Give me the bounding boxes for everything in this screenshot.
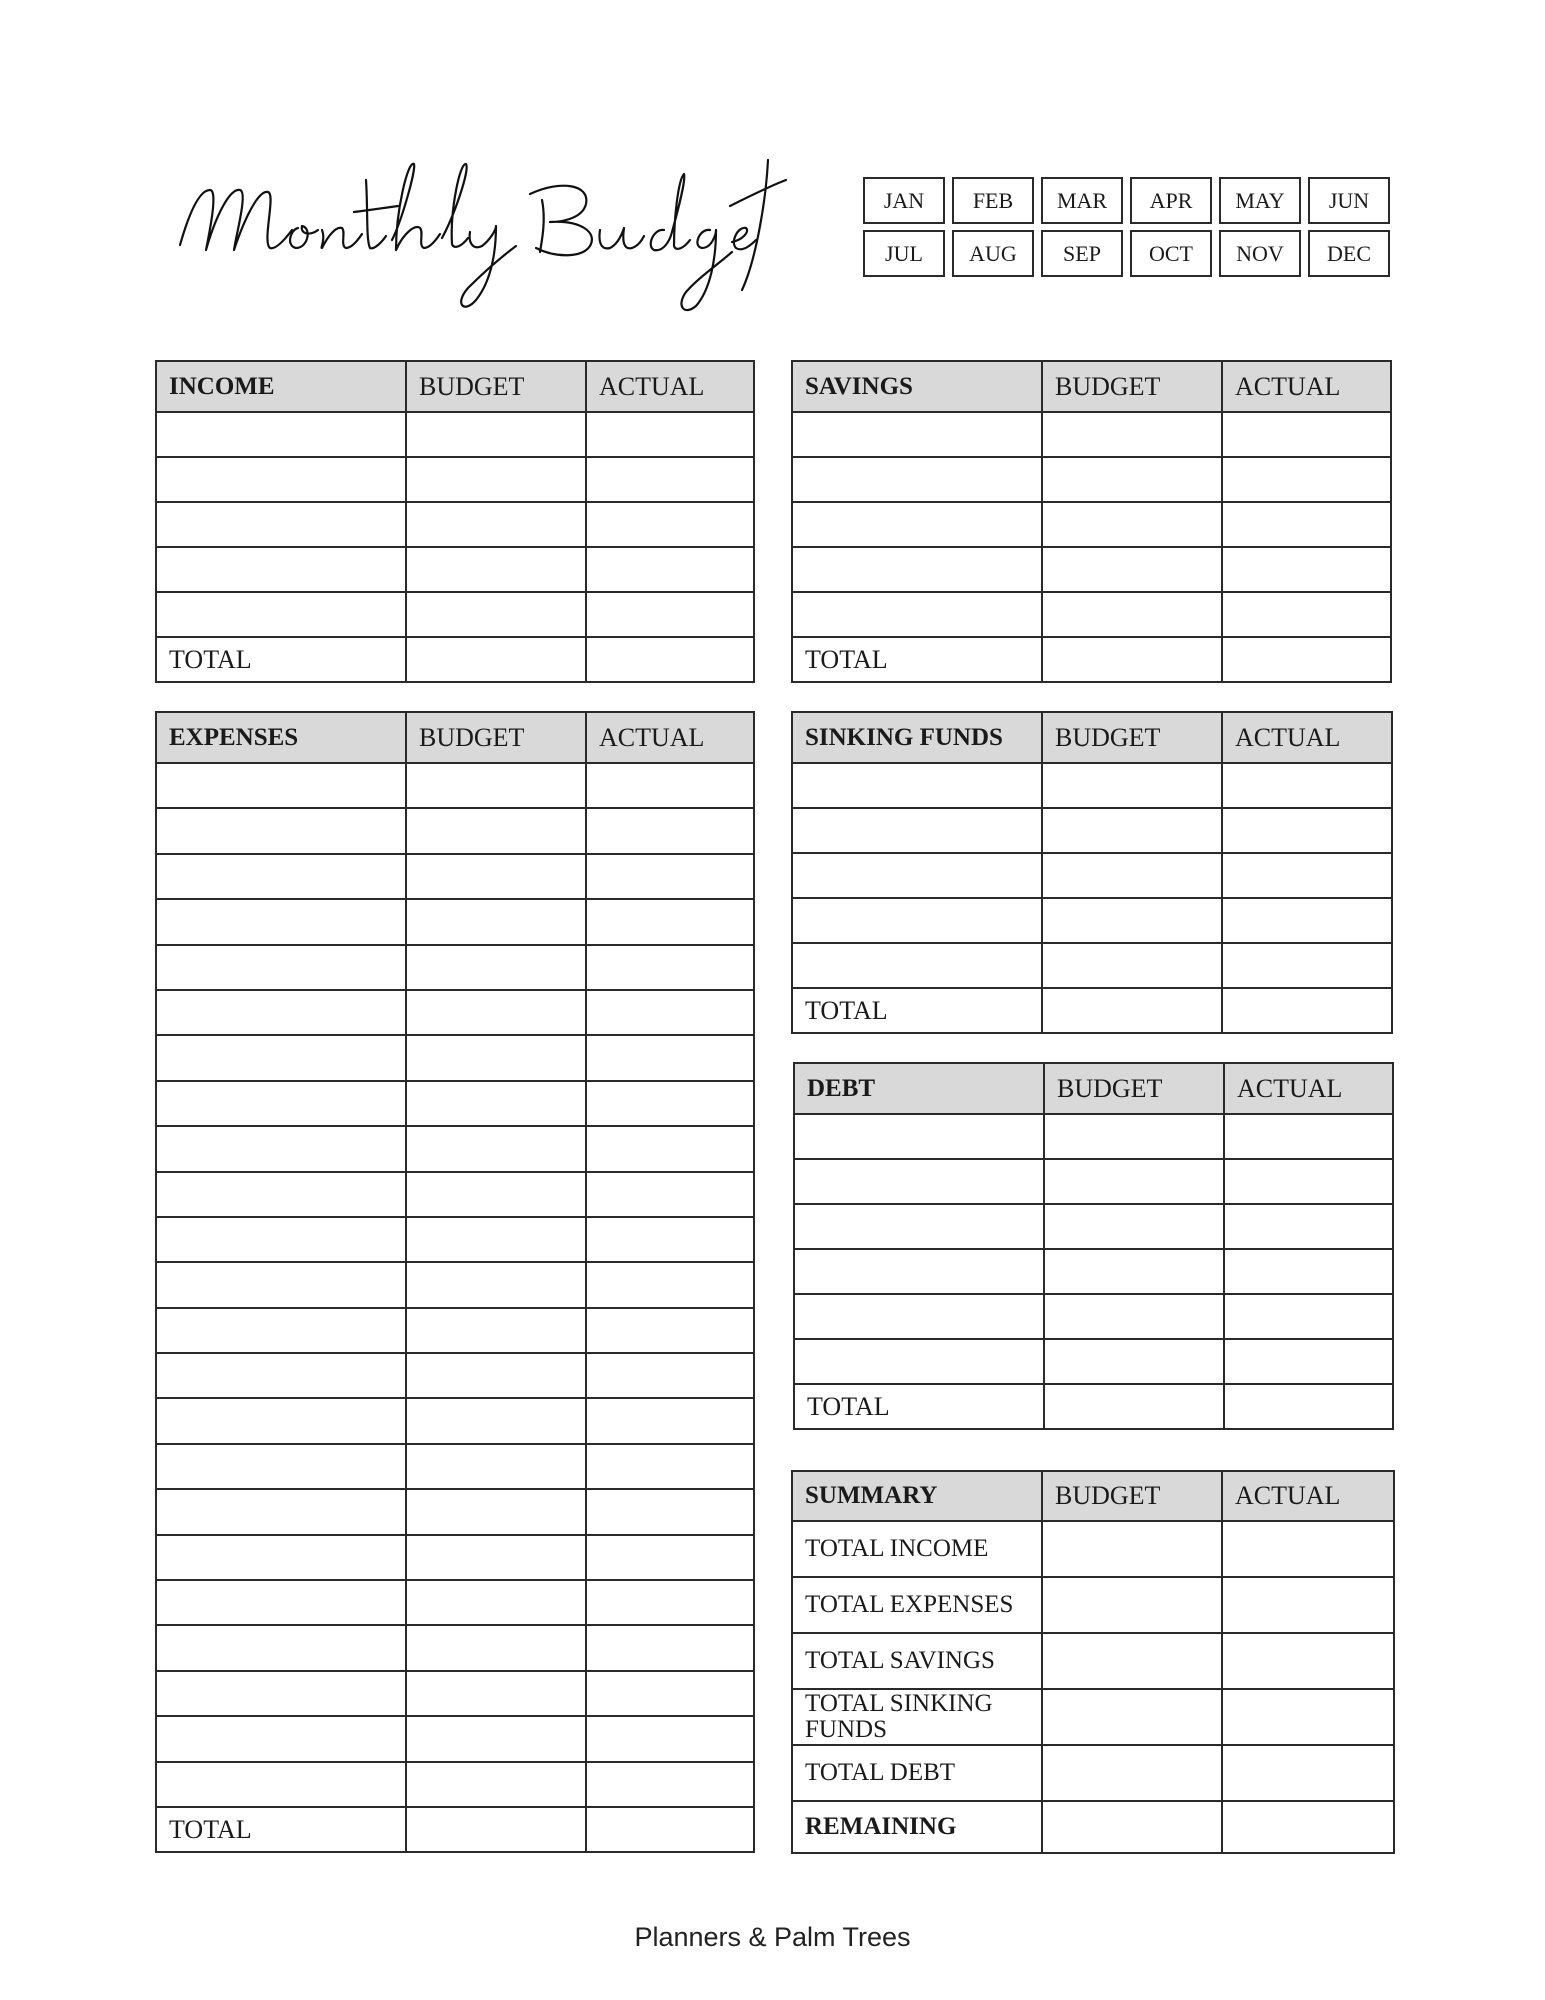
expenses-actual-cell[interactable] bbox=[586, 1353, 754, 1398]
debt-budget-cell[interactable] bbox=[1044, 1339, 1224, 1384]
summary-row-label: TOTAL SAVINGS bbox=[792, 1633, 1042, 1689]
expenses-budget-cell[interactable] bbox=[406, 1217, 586, 1262]
month-oct[interactable]: OCT bbox=[1130, 230, 1212, 277]
sinking-funds-actual-cell[interactable] bbox=[1222, 808, 1392, 853]
savings-item-cell[interactable] bbox=[792, 502, 1042, 547]
savings-budget-cell[interactable] bbox=[1042, 592, 1222, 637]
income-item-cell[interactable] bbox=[156, 457, 406, 502]
expenses-budget-cell[interactable] bbox=[406, 990, 586, 1035]
expenses-row bbox=[156, 1398, 754, 1443]
savings-actual-cell[interactable] bbox=[1222, 412, 1391, 457]
month-apr[interactable]: APR bbox=[1130, 177, 1212, 224]
income-actual-cell[interactable] bbox=[586, 457, 754, 502]
expenses-row bbox=[156, 1172, 754, 1217]
summary-actual-cell[interactable] bbox=[1222, 1577, 1394, 1633]
expenses-item-cell[interactable] bbox=[156, 1126, 406, 1171]
sinking-funds-item-cell[interactable] bbox=[792, 763, 1042, 808]
expenses-row bbox=[156, 1716, 754, 1761]
savings-budget-cell[interactable] bbox=[1042, 547, 1222, 592]
expenses-actual-cell[interactable] bbox=[586, 1217, 754, 1262]
expenses-actual-cell[interactable] bbox=[586, 763, 754, 808]
expenses-row bbox=[156, 763, 754, 808]
expenses-row bbox=[156, 945, 754, 990]
expenses-item-cell[interactable] bbox=[156, 1580, 406, 1625]
summary-actual-cell[interactable] bbox=[1222, 1689, 1394, 1745]
expenses-budget-cell[interactable] bbox=[406, 1671, 586, 1716]
sinking-funds-table bbox=[791, 711, 1393, 1034]
sinking-funds-budget-cell[interactable] bbox=[1042, 853, 1222, 898]
debt-row bbox=[794, 1159, 1393, 1204]
income-actual-cell[interactable] bbox=[586, 502, 754, 547]
sinking-funds-budget-cell[interactable] bbox=[1042, 943, 1222, 988]
expenses-item-cell[interactable] bbox=[156, 1035, 406, 1080]
income-actual-cell[interactable] bbox=[586, 547, 754, 592]
month-feb[interactable]: FEB bbox=[952, 177, 1034, 224]
income-row bbox=[156, 412, 754, 457]
month-sep[interactable]: SEP bbox=[1041, 230, 1123, 277]
expenses-item-cell[interactable] bbox=[156, 990, 406, 1035]
savings-row bbox=[792, 547, 1391, 592]
expenses-item-cell[interactable] bbox=[156, 1762, 406, 1807]
expenses-row bbox=[156, 1308, 754, 1353]
sinking-funds-total-label: TOTAL bbox=[792, 988, 1042, 1033]
expenses-total-actual-cell[interactable] bbox=[586, 1807, 754, 1852]
summary-row-label: TOTAL DEBT bbox=[792, 1745, 1042, 1801]
summary-actual-cell[interactable] bbox=[1222, 1521, 1394, 1577]
summary-actual-cell[interactable] bbox=[1222, 1633, 1394, 1689]
actual-column-header: ACTUAL bbox=[1222, 712, 1392, 763]
budget-column-header: BUDGET bbox=[1042, 1471, 1222, 1521]
income-budget-cell[interactable] bbox=[406, 592, 586, 637]
income-actual-cell[interactable] bbox=[586, 412, 754, 457]
debt-item-cell[interactable] bbox=[794, 1114, 1044, 1159]
expenses-row bbox=[156, 1444, 754, 1489]
expenses-actual-cell[interactable] bbox=[586, 1444, 754, 1489]
debt-budget-cell[interactable] bbox=[1044, 1204, 1224, 1249]
actual-column-header: ACTUAL bbox=[586, 361, 754, 412]
debt-row bbox=[794, 1114, 1393, 1159]
summary-row-label: TOTAL INCOME bbox=[792, 1521, 1042, 1577]
expenses-budget-cell[interactable] bbox=[406, 1489, 586, 1534]
expenses-row bbox=[156, 1081, 754, 1126]
expenses-item-cell[interactable] bbox=[156, 808, 406, 853]
savings-table bbox=[791, 360, 1392, 683]
income-row bbox=[156, 457, 754, 502]
debt-actual-cell[interactable] bbox=[1224, 1339, 1393, 1384]
debt-item-cell[interactable] bbox=[794, 1294, 1044, 1339]
income-total-budget-cell[interactable] bbox=[406, 637, 586, 682]
expenses-row bbox=[156, 854, 754, 899]
expenses-actual-cell[interactable] bbox=[586, 1081, 754, 1126]
month-jun[interactable]: JUN bbox=[1308, 177, 1390, 224]
savings-row bbox=[792, 592, 1391, 637]
remaining-label: REMAINING bbox=[792, 1801, 1042, 1853]
budget-column-header: BUDGET bbox=[406, 361, 586, 412]
actual-column-header: ACTUAL bbox=[1222, 361, 1391, 412]
summary-table bbox=[791, 1470, 1395, 1854]
expenses-row bbox=[156, 1353, 754, 1398]
budget-column-header: BUDGET bbox=[1042, 712, 1222, 763]
month-jul[interactable]: JUL bbox=[863, 230, 945, 277]
income-item-cell[interactable] bbox=[156, 547, 406, 592]
sinking-funds-item-cell[interactable] bbox=[792, 943, 1042, 988]
expenses-item-cell[interactable] bbox=[156, 1217, 406, 1262]
summary-budget-cell[interactable] bbox=[1042, 1745, 1222, 1801]
summary-budget-cell[interactable] bbox=[1042, 1689, 1222, 1745]
expenses-actual-cell[interactable] bbox=[586, 899, 754, 944]
income-budget-cell[interactable] bbox=[406, 547, 586, 592]
sinking-funds-total-row bbox=[792, 988, 1392, 1033]
actual-column-header: ACTUAL bbox=[1224, 1063, 1393, 1114]
expenses-item-cell[interactable] bbox=[156, 1353, 406, 1398]
savings-total-label: TOTAL bbox=[792, 637, 1042, 682]
expenses-item-cell[interactable] bbox=[156, 1625, 406, 1670]
debt-actual-cell[interactable] bbox=[1224, 1249, 1393, 1294]
expenses-actual-cell[interactable] bbox=[586, 1671, 754, 1716]
sinking-funds-budget-cell[interactable] bbox=[1042, 808, 1222, 853]
title-text bbox=[170, 170, 982, 282]
expenses-heading: EXPENSES bbox=[156, 712, 406, 763]
debt-total-budget-cell[interactable] bbox=[1044, 1384, 1224, 1429]
income-budget-cell[interactable] bbox=[406, 412, 586, 457]
expenses-actual-cell[interactable] bbox=[586, 1398, 754, 1443]
summary-heading: SUMMARY bbox=[792, 1471, 1042, 1521]
savings-row bbox=[792, 502, 1391, 547]
debt-item-cell[interactable] bbox=[794, 1249, 1044, 1294]
savings-budget-cell[interactable] bbox=[1042, 457, 1222, 502]
expenses-row bbox=[156, 1671, 754, 1716]
savings-budget-cell[interactable] bbox=[1042, 502, 1222, 547]
expenses-actual-cell[interactable] bbox=[586, 1535, 754, 1580]
debt-table bbox=[793, 1062, 1394, 1430]
expenses-item-cell[interactable] bbox=[156, 1398, 406, 1443]
debt-actual-cell[interactable] bbox=[1224, 1159, 1393, 1204]
debt-budget-cell[interactable] bbox=[1044, 1159, 1224, 1204]
budget-column-header: BUDGET bbox=[1042, 361, 1222, 412]
expenses-actual-cell[interactable] bbox=[586, 1172, 754, 1217]
summary-actual-cell[interactable] bbox=[1222, 1745, 1394, 1801]
sinking-funds-item-cell[interactable] bbox=[792, 898, 1042, 943]
sinking-funds-row bbox=[792, 898, 1392, 943]
expenses-budget-cell[interactable] bbox=[406, 1535, 586, 1580]
income-row bbox=[156, 592, 754, 637]
expenses-item-cell[interactable] bbox=[156, 1716, 406, 1761]
month-mar[interactable]: MAR bbox=[1041, 177, 1123, 224]
expenses-budget-cell[interactable] bbox=[406, 1353, 586, 1398]
expenses-item-cell[interactable] bbox=[156, 1489, 406, 1534]
savings-total-actual-cell[interactable] bbox=[1222, 637, 1391, 682]
expenses-budget-cell[interactable] bbox=[406, 1262, 586, 1307]
savings-total-row bbox=[792, 637, 1391, 682]
savings-actual-cell[interactable] bbox=[1222, 457, 1391, 502]
expenses-row bbox=[156, 899, 754, 944]
summary-row-label: TOTAL EXPENSES bbox=[792, 1577, 1042, 1633]
income-heading: INCOME bbox=[156, 361, 406, 412]
budget-column-header: BUDGET bbox=[1044, 1063, 1224, 1114]
sinking-funds-budget-cell[interactable] bbox=[1042, 763, 1222, 808]
month-selector bbox=[863, 177, 1393, 277]
expenses-total-row bbox=[156, 1807, 754, 1852]
actual-column-header: ACTUAL bbox=[1222, 1471, 1394, 1521]
month-aug[interactable]: AUG bbox=[952, 230, 1034, 277]
savings-actual-cell[interactable] bbox=[1222, 592, 1391, 637]
debt-actual-cell[interactable] bbox=[1224, 1114, 1393, 1159]
expenses-row bbox=[156, 1580, 754, 1625]
income-budget-cell[interactable] bbox=[406, 502, 586, 547]
expenses-row bbox=[156, 1762, 754, 1807]
month-jan[interactable]: JAN bbox=[863, 177, 945, 224]
expenses-actual-cell[interactable] bbox=[586, 1126, 754, 1171]
month-may[interactable]: MAY bbox=[1219, 177, 1301, 224]
expenses-budget-cell[interactable] bbox=[406, 1035, 586, 1080]
expenses-table bbox=[155, 711, 755, 1853]
expenses-budget-cell[interactable] bbox=[406, 1625, 586, 1670]
expenses-actual-cell[interactable] bbox=[586, 1035, 754, 1080]
sinking-funds-actual-cell[interactable] bbox=[1222, 943, 1392, 988]
sinking-funds-actual-cell[interactable] bbox=[1222, 853, 1392, 898]
expenses-item-cell[interactable] bbox=[156, 854, 406, 899]
savings-actual-cell[interactable] bbox=[1222, 547, 1391, 592]
expenses-budget-cell[interactable] bbox=[406, 1126, 586, 1171]
income-item-cell[interactable] bbox=[156, 502, 406, 547]
expenses-row bbox=[156, 1625, 754, 1670]
expenses-item-cell[interactable] bbox=[156, 1535, 406, 1580]
income-item-cell[interactable] bbox=[156, 592, 406, 637]
savings-row bbox=[792, 412, 1391, 457]
sinking-funds-item-cell[interactable] bbox=[792, 808, 1042, 853]
expenses-row bbox=[156, 1535, 754, 1580]
income-row bbox=[156, 547, 754, 592]
savings-item-cell[interactable] bbox=[792, 547, 1042, 592]
expenses-budget-cell[interactable] bbox=[406, 1444, 586, 1489]
debt-row bbox=[794, 1249, 1393, 1294]
income-table bbox=[155, 360, 755, 683]
income-budget-cell[interactable] bbox=[406, 457, 586, 502]
summary-budget-cell[interactable] bbox=[1042, 1633, 1222, 1689]
expenses-row bbox=[156, 1035, 754, 1080]
page-title bbox=[170, 150, 790, 320]
expenses-budget-cell[interactable] bbox=[406, 808, 586, 853]
debt-total-row bbox=[794, 1384, 1393, 1429]
expenses-item-cell[interactable] bbox=[156, 1444, 406, 1489]
expenses-actual-cell[interactable] bbox=[586, 1489, 754, 1534]
expenses-budget-cell[interactable] bbox=[406, 1716, 586, 1761]
expenses-actual-cell[interactable] bbox=[586, 1625, 754, 1670]
expenses-budget-cell[interactable] bbox=[406, 1081, 586, 1126]
expenses-actual-cell[interactable] bbox=[586, 990, 754, 1035]
sinking-funds-row bbox=[792, 763, 1392, 808]
savings-actual-cell[interactable] bbox=[1222, 502, 1391, 547]
footer-brand: Planners & Palm Trees bbox=[634, 1922, 911, 1952]
expenses-budget-cell[interactable] bbox=[406, 1308, 586, 1353]
debt-budget-cell[interactable] bbox=[1044, 1294, 1224, 1339]
savings-item-cell[interactable] bbox=[792, 592, 1042, 637]
sinking-funds-row bbox=[792, 853, 1392, 898]
expenses-item-cell[interactable] bbox=[156, 1671, 406, 1716]
sinking-funds-actual-cell[interactable] bbox=[1222, 763, 1392, 808]
expenses-actual-cell[interactable] bbox=[586, 1262, 754, 1307]
budget-column-header: BUDGET bbox=[406, 712, 586, 763]
expenses-budget-cell[interactable] bbox=[406, 1580, 586, 1625]
debt-budget-cell[interactable] bbox=[1044, 1249, 1224, 1294]
summary-row-label: TOTAL SINKING FUNDS bbox=[792, 1689, 1042, 1745]
debt-total-actual-cell[interactable] bbox=[1224, 1384, 1393, 1429]
expenses-budget-cell[interactable] bbox=[406, 1398, 586, 1443]
debt-row bbox=[794, 1294, 1393, 1339]
debt-heading: DEBT bbox=[794, 1063, 1044, 1114]
sinking-funds-budget-cell[interactable] bbox=[1042, 898, 1222, 943]
expenses-actual-cell[interactable] bbox=[586, 1580, 754, 1625]
sinking-funds-heading: SINKING FUNDS bbox=[792, 712, 1042, 763]
expenses-actual-cell[interactable] bbox=[586, 808, 754, 853]
income-total-actual-cell[interactable] bbox=[586, 637, 754, 682]
savings-row bbox=[792, 457, 1391, 502]
expenses-item-cell[interactable] bbox=[156, 1262, 406, 1307]
expenses-budget-cell[interactable] bbox=[406, 945, 586, 990]
sinking-funds-actual-cell[interactable] bbox=[1222, 898, 1392, 943]
expenses-item-cell[interactable] bbox=[156, 763, 406, 808]
savings-item-cell[interactable] bbox=[792, 412, 1042, 457]
sinking-funds-item-cell[interactable] bbox=[792, 853, 1042, 898]
expenses-total-budget-cell[interactable] bbox=[406, 1807, 586, 1852]
income-actual-cell[interactable] bbox=[586, 592, 754, 637]
income-row bbox=[156, 502, 754, 547]
expenses-budget-cell[interactable] bbox=[406, 1762, 586, 1807]
expenses-row bbox=[156, 1217, 754, 1262]
month-dec[interactable]: DEC bbox=[1308, 230, 1390, 277]
expenses-item-cell[interactable] bbox=[156, 899, 406, 944]
expenses-item-cell[interactable] bbox=[156, 1308, 406, 1353]
expenses-actual-cell[interactable] bbox=[586, 1308, 754, 1353]
expenses-budget-cell[interactable] bbox=[406, 763, 586, 808]
sinking-funds-row bbox=[792, 943, 1392, 988]
sinking-funds-total-budget-cell[interactable] bbox=[1042, 988, 1222, 1033]
month-nov[interactable]: NOV bbox=[1219, 230, 1301, 277]
expenses-item-cell[interactable] bbox=[156, 1172, 406, 1217]
expenses-row bbox=[156, 1126, 754, 1171]
expenses-actual-cell[interactable] bbox=[586, 854, 754, 899]
debt-row bbox=[794, 1204, 1393, 1249]
expenses-actual-cell[interactable] bbox=[586, 945, 754, 990]
debt-item-cell[interactable] bbox=[794, 1339, 1044, 1384]
expenses-budget-cell[interactable] bbox=[406, 1172, 586, 1217]
expenses-actual-cell[interactable] bbox=[586, 1716, 754, 1761]
debt-row bbox=[794, 1339, 1393, 1384]
savings-budget-cell[interactable] bbox=[1042, 412, 1222, 457]
savings-heading: SAVINGS bbox=[792, 361, 1042, 412]
expenses-budget-cell[interactable] bbox=[406, 899, 586, 944]
remaining-actual-cell[interactable] bbox=[1222, 1801, 1394, 1853]
expenses-row bbox=[156, 1489, 754, 1534]
expenses-item-cell[interactable] bbox=[156, 945, 406, 990]
savings-total-budget-cell[interactable] bbox=[1042, 637, 1222, 682]
expenses-row bbox=[156, 808, 754, 853]
income-total-row bbox=[156, 637, 754, 682]
savings-item-cell[interactable] bbox=[792, 457, 1042, 502]
debt-item-cell[interactable] bbox=[794, 1204, 1044, 1249]
sinking-funds-total-actual-cell[interactable] bbox=[1222, 988, 1392, 1033]
expenses-total-label: TOTAL bbox=[156, 1807, 406, 1852]
expenses-actual-cell[interactable] bbox=[586, 1762, 754, 1807]
remaining-budget-cell[interactable] bbox=[1042, 1801, 1222, 1853]
debt-budget-cell[interactable] bbox=[1044, 1114, 1224, 1159]
debt-total-label: TOTAL bbox=[794, 1384, 1044, 1429]
expenses-row bbox=[156, 990, 754, 1035]
actual-column-header: ACTUAL bbox=[586, 712, 754, 763]
income-total-label: TOTAL bbox=[156, 637, 406, 682]
debt-actual-cell[interactable] bbox=[1224, 1204, 1393, 1249]
summary-budget-cell[interactable] bbox=[1042, 1521, 1222, 1577]
income-item-cell[interactable] bbox=[156, 412, 406, 457]
summary-budget-cell[interactable] bbox=[1042, 1577, 1222, 1633]
debt-item-cell[interactable] bbox=[794, 1159, 1044, 1204]
expenses-row bbox=[156, 1262, 754, 1307]
sinking-funds-row bbox=[792, 808, 1392, 853]
expenses-budget-cell[interactable] bbox=[406, 854, 586, 899]
debt-actual-cell[interactable] bbox=[1224, 1294, 1393, 1339]
expenses-item-cell[interactable] bbox=[156, 1081, 406, 1126]
